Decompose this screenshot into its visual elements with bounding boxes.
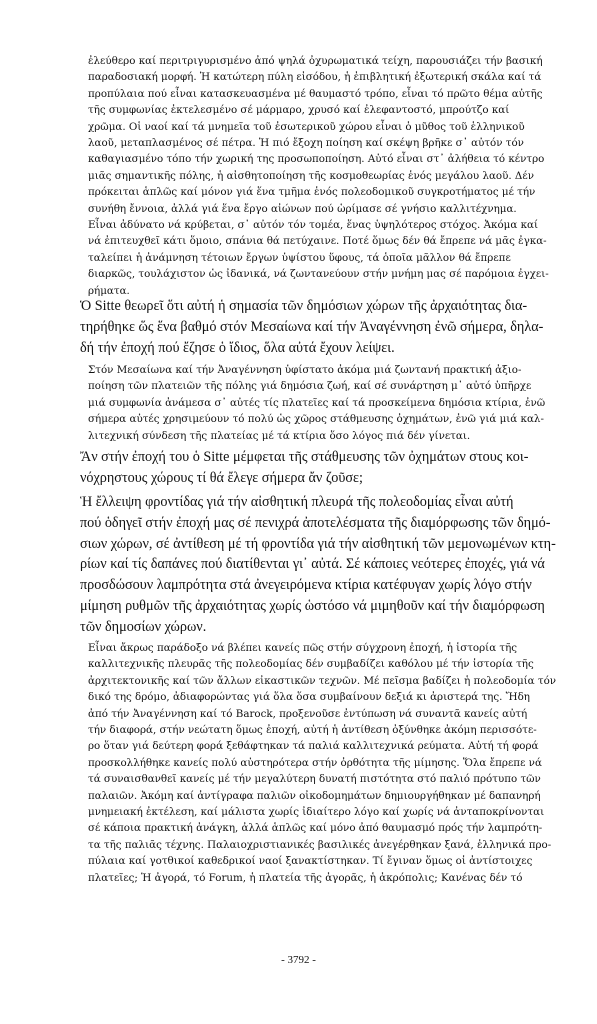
paragraph-1 <box>80 296 543 358</box>
page-number: - 3792 - <box>281 954 316 966</box>
text-line: πού ὁδηγεῖ στήν ἐποχή μας σέ πενιχρά ἀποτελέσματα τῆς διαμόρφωσης τῶν δημό- <box>80 514 551 531</box>
text-line: ἀπό τήν Ἀναγέννηση καί τό Barock, προξενοῦσε ἐντύπωση νά συναντᾶ κανείς αὐτή <box>88 707 528 720</box>
text-line: καλλιτεχνικῆς πλευρᾶς τῆς πολεοδομίας δέν συμβαδίζει καθόλου μέ τήν ἱστορία τῆς <box>88 658 534 671</box>
text-line: Ἄν στήν ἐποχή του ὁ Sitte μέμφεται τῆς στάθμευσης τῶν ὀχημάτων στους κοι- <box>80 449 529 465</box>
text-line: πλατεῖες; Ἡ ἀγορά, τό Forum, ἡ πλατεία τῆς ἀγορᾶς, ἡ ἀκρόπολις; Κανένας δέν τό <box>88 871 523 884</box>
text-line: χρῶμα. Οἱ ναοί καί τά μνημεῖα τοῦ ἐσωτερικοῦ χώρου εἶναι ὁ μῦθος τοῦ ἑλληνικοῦ <box>88 120 525 133</box>
text-line: Ὁ Sitte θεωρεῖ ὅτι αὐτή ἡ σημασία τῶν δημόσιων χώρων τῆς ἀρχαιότητας δια- <box>80 298 528 314</box>
text-line: Εἶναι ἄκρως παράδοξο νά βλέπει κανείς πῶς στήν σύγχρονη ἐποχή, ἡ ἱστορία τῆς <box>88 642 518 654</box>
paragraph-3 <box>80 492 556 638</box>
block-quote-1 <box>88 53 549 299</box>
text-line: ρήματα. <box>88 284 130 297</box>
text-line: τῶν δημοσίων χώρων. <box>80 618 207 635</box>
text-line: ρο ὅταν γιά δεύτερη φορά ξεθάφτηκαν τά παλιά καλλιτεχνικά ρεύματα. Αὐτή τή φορά <box>88 740 539 753</box>
text-line: παλαιῶν. Ἀκόμη καί ἀντίγραφα παλιῶν οἰκοδομημάτων δημιουργήθηκαν μέ δαπανηρή <box>88 789 541 802</box>
text-line: μιᾶς σημαντικῆς πόλης, ἡ αἰσθητοποίηση τῆς κοσμοθεωρίας ἑνός μεγάλου λαοῦ. Δέν <box>88 169 534 182</box>
text-line: συνήθη ἔννοια, ἀλλά γιά ἕνα ἔργο αἰώνων πού ὡρίμασε σέ γνήσιο καλλιτέχνημα. <box>88 202 517 215</box>
text-line: λιτεχνική σύνδεση τῆς πλατείας μέ τά κτίρια ὅσο λόγος πιά δέν γίνεται. <box>88 429 471 442</box>
text-line: μνημειακή ἐκτέλεση, καί μάλιστα χωρίς ἰδιαίτερο λόγο καί χωρίς νά ἀνταποκρίνονται <box>88 806 545 819</box>
block-quote-3 <box>88 640 556 886</box>
text-line: Στόν Μεσαίωνα καί τήν Ἀναγέννηση ὑφίστατο ἀκόμα μιά ζωντανή πρακτική ἀξιο- <box>88 364 522 376</box>
text-line: Εἶναι ἀδύνατο νά κρύβεται, σ᾽ αὐτόν τόν τομέα, ἕνας ὑψηλότερος στόχος. Ἀκόμα καί <box>88 219 538 232</box>
text-line: ποίηση τῶν πλατειῶν τῆς πόλης γιά δημόσια ζωή, καί σέ συνάρτηση μ᾽ αὐτό ὑπῆρχε <box>88 380 532 393</box>
text-line: ἐλεύθερο καί περιτριγυρισμένο ἀπό ψηλά ὀχυρωματικά τείχη, παρουσιάζει τήν βασική <box>88 55 543 67</box>
text-line: σέ κάποια πρακτική ἀνάγκη, ἀλλά ἁπλῶς καί μόνο ἀπό θαυμασμό πρός τήν λαμπρότη- <box>88 822 543 835</box>
text-line: μίμηση ρυθμῶν τῆς ἀρχαιότητας χωρίς ὡστόσο νά μιμηθοῦν καί τήν διαμόρφωση <box>80 597 545 614</box>
text-line: προσδώσουν λαμπρότητα στά ἀνεγειρόμενα κτίρια κατέφυγαν χωρίς λόγο στήν <box>80 577 532 594</box>
text-line: νά ἐπιτευχθεῖ κάτι ὅμοιο, σπάνια θά πετύχαινε. Ποτέ ὅμως δέν θά ἔπρεπε νά μᾶς ἐγκα- <box>88 235 547 248</box>
paragraph-2 <box>80 447 528 489</box>
text-line: ἀρχιτεκτονικῆς καί τῶν ἄλλων εἰκαστικῶν τεχνῶν. Μέ πεῖσμα βαδίζει ἡ πολεοδομία τόν <box>88 674 557 687</box>
text-line: μιά συμφωνία ἀνάμεσα σ᾽ αὐτές τίς πλατεῖες καί τά προσκείμενα δημόσια κτίρια, ἐνῶ <box>88 396 546 409</box>
text-line: δή τήν ἐποχή πού ἔζησε ὁ ἴδιος, ὅλα αὐτά ἔχουν λείψει. <box>80 339 395 356</box>
text-line: πρόκειται ἁπλῶς καί μόνον γιά ἕνα τμῆμα ἑνός πολεοδομικοῦ συγκροτήματος μέ τήν <box>88 186 536 199</box>
text-line: ταλείπει ἡ ἀνάμνηση τέτοιων ἔργων ὑψίστου ὕφους, τά ὁποῖα μᾶλλον θά ἔπρεπε <box>88 251 511 264</box>
text-line: προσκολλήθηκε κανείς πολύ αὐστηρότερα στήν ὀρθότητα τῆς μίμησης. Ὅλα ἔπρεπε νά <box>88 756 542 769</box>
text-line: παραδοσιακή μορφή. Ἡ κατώτερη πύλη εἰσόδου, ἡ ἐπιβλητική ἐξωτερική σκάλα καί τά <box>88 71 542 84</box>
text-line: σήμερα αὐτές χρησιμεύουν τό πολύ ὡς χῶρος στάθμευσης ὀχημάτων, ἐνῶ γιά μιά καλ- <box>88 413 544 426</box>
text-line: λαοῦ, μεταπλασμένος σέ πέτρα. Ἡ πιό ἔξοχη ποίηση καί σκέψη βρῆκε σ᾽ αὐτόν τόν <box>88 137 524 150</box>
text-line: τῆς συμφωνίας ἐκτελεσμένο σέ μάρμαρο, χρυσό καί ἐλεφαντοστό, μπρούτζο καί <box>88 104 510 117</box>
text-line: Ἡ ἔλλειψη φροντίδας γιά τήν αἰσθητική πλευρά τῆς πολεοδομίας εἶναι αὐτή <box>80 494 514 510</box>
text-line: νόχρηστους χώρους τί θά ἔλεγε σήμερα ἄν ζοῦσε; <box>80 469 363 486</box>
text-line: τά συναισθανθεῖ κανείς μέ τήν μεγαλύτερη δυνατή πιστότητα στό παλιό πρότυπο τῶν <box>88 773 541 786</box>
text-line: προπύλαια πού εἶναι κατασκευασμένα μέ θαυμαστό τρόπο, εἶναι τό πρῶτο θέμα αὐτῆς <box>88 87 543 100</box>
text-line: καθαγιασμένο τόπο τήν χωρική της προσωποποίηση. Αὐτό εἶναι στ᾽ ἀλήθεια τό κέντρο <box>88 153 545 166</box>
text-line: τηρήθηκε ὥς ἕνα βαθμό στόν Μεσαίωνα καί τήν Ἀναγέννηση ἐνῶ σήμερα, δηλα- <box>80 318 544 335</box>
block-quote-2 <box>88 362 545 444</box>
text-line: τα τῆς παλιᾶς τέχνης. Παλαιοχριστιανικές βασιλικές ἀνεγέρθηκαν ξανά, ἑλληνικά προ- <box>88 838 552 851</box>
text-line: διαρκῶς, τουλάχιστον ὡς ἰδανικά, νά ζωντανεύουν στήν μνήμη μας σέ παρόμοια ἐγχει- <box>88 268 549 281</box>
page-footer <box>0 954 597 966</box>
text-line: ρίων καί τίς δαπάνες πού διατίθενται γι᾽ αὐτά. Σέ κάποιες νεότερες ἐποχές, γιά νά <box>80 556 545 573</box>
text-line: σιων χώρων, σέ ἀντίθεση μέ τή φροντίδα γιά τήν αἰσθητική τῶν μεμονωμένων κτη- <box>80 535 556 552</box>
text-line: δικό της δρόμο, ἀδιαφορώντας γιά ὅλα ὅσα συμβαίνουν δεξιά κι ἀριστερά της. Ἤδη <box>88 691 530 704</box>
text-line: πύλαια καί γοτθικοί καθεδρικοί ναοί ξανακτίστηκαν. Τί ἔγιναν ὅμως οἱ ἀντίστοιχες <box>88 855 533 868</box>
text-line: τήν διαφορά, στήν νεώτατη ὅμως ἐποχή, αὐτή ἡ ἀντίθεση ὀξύνθηκε ἀκόμη περισσότε- <box>88 724 537 737</box>
